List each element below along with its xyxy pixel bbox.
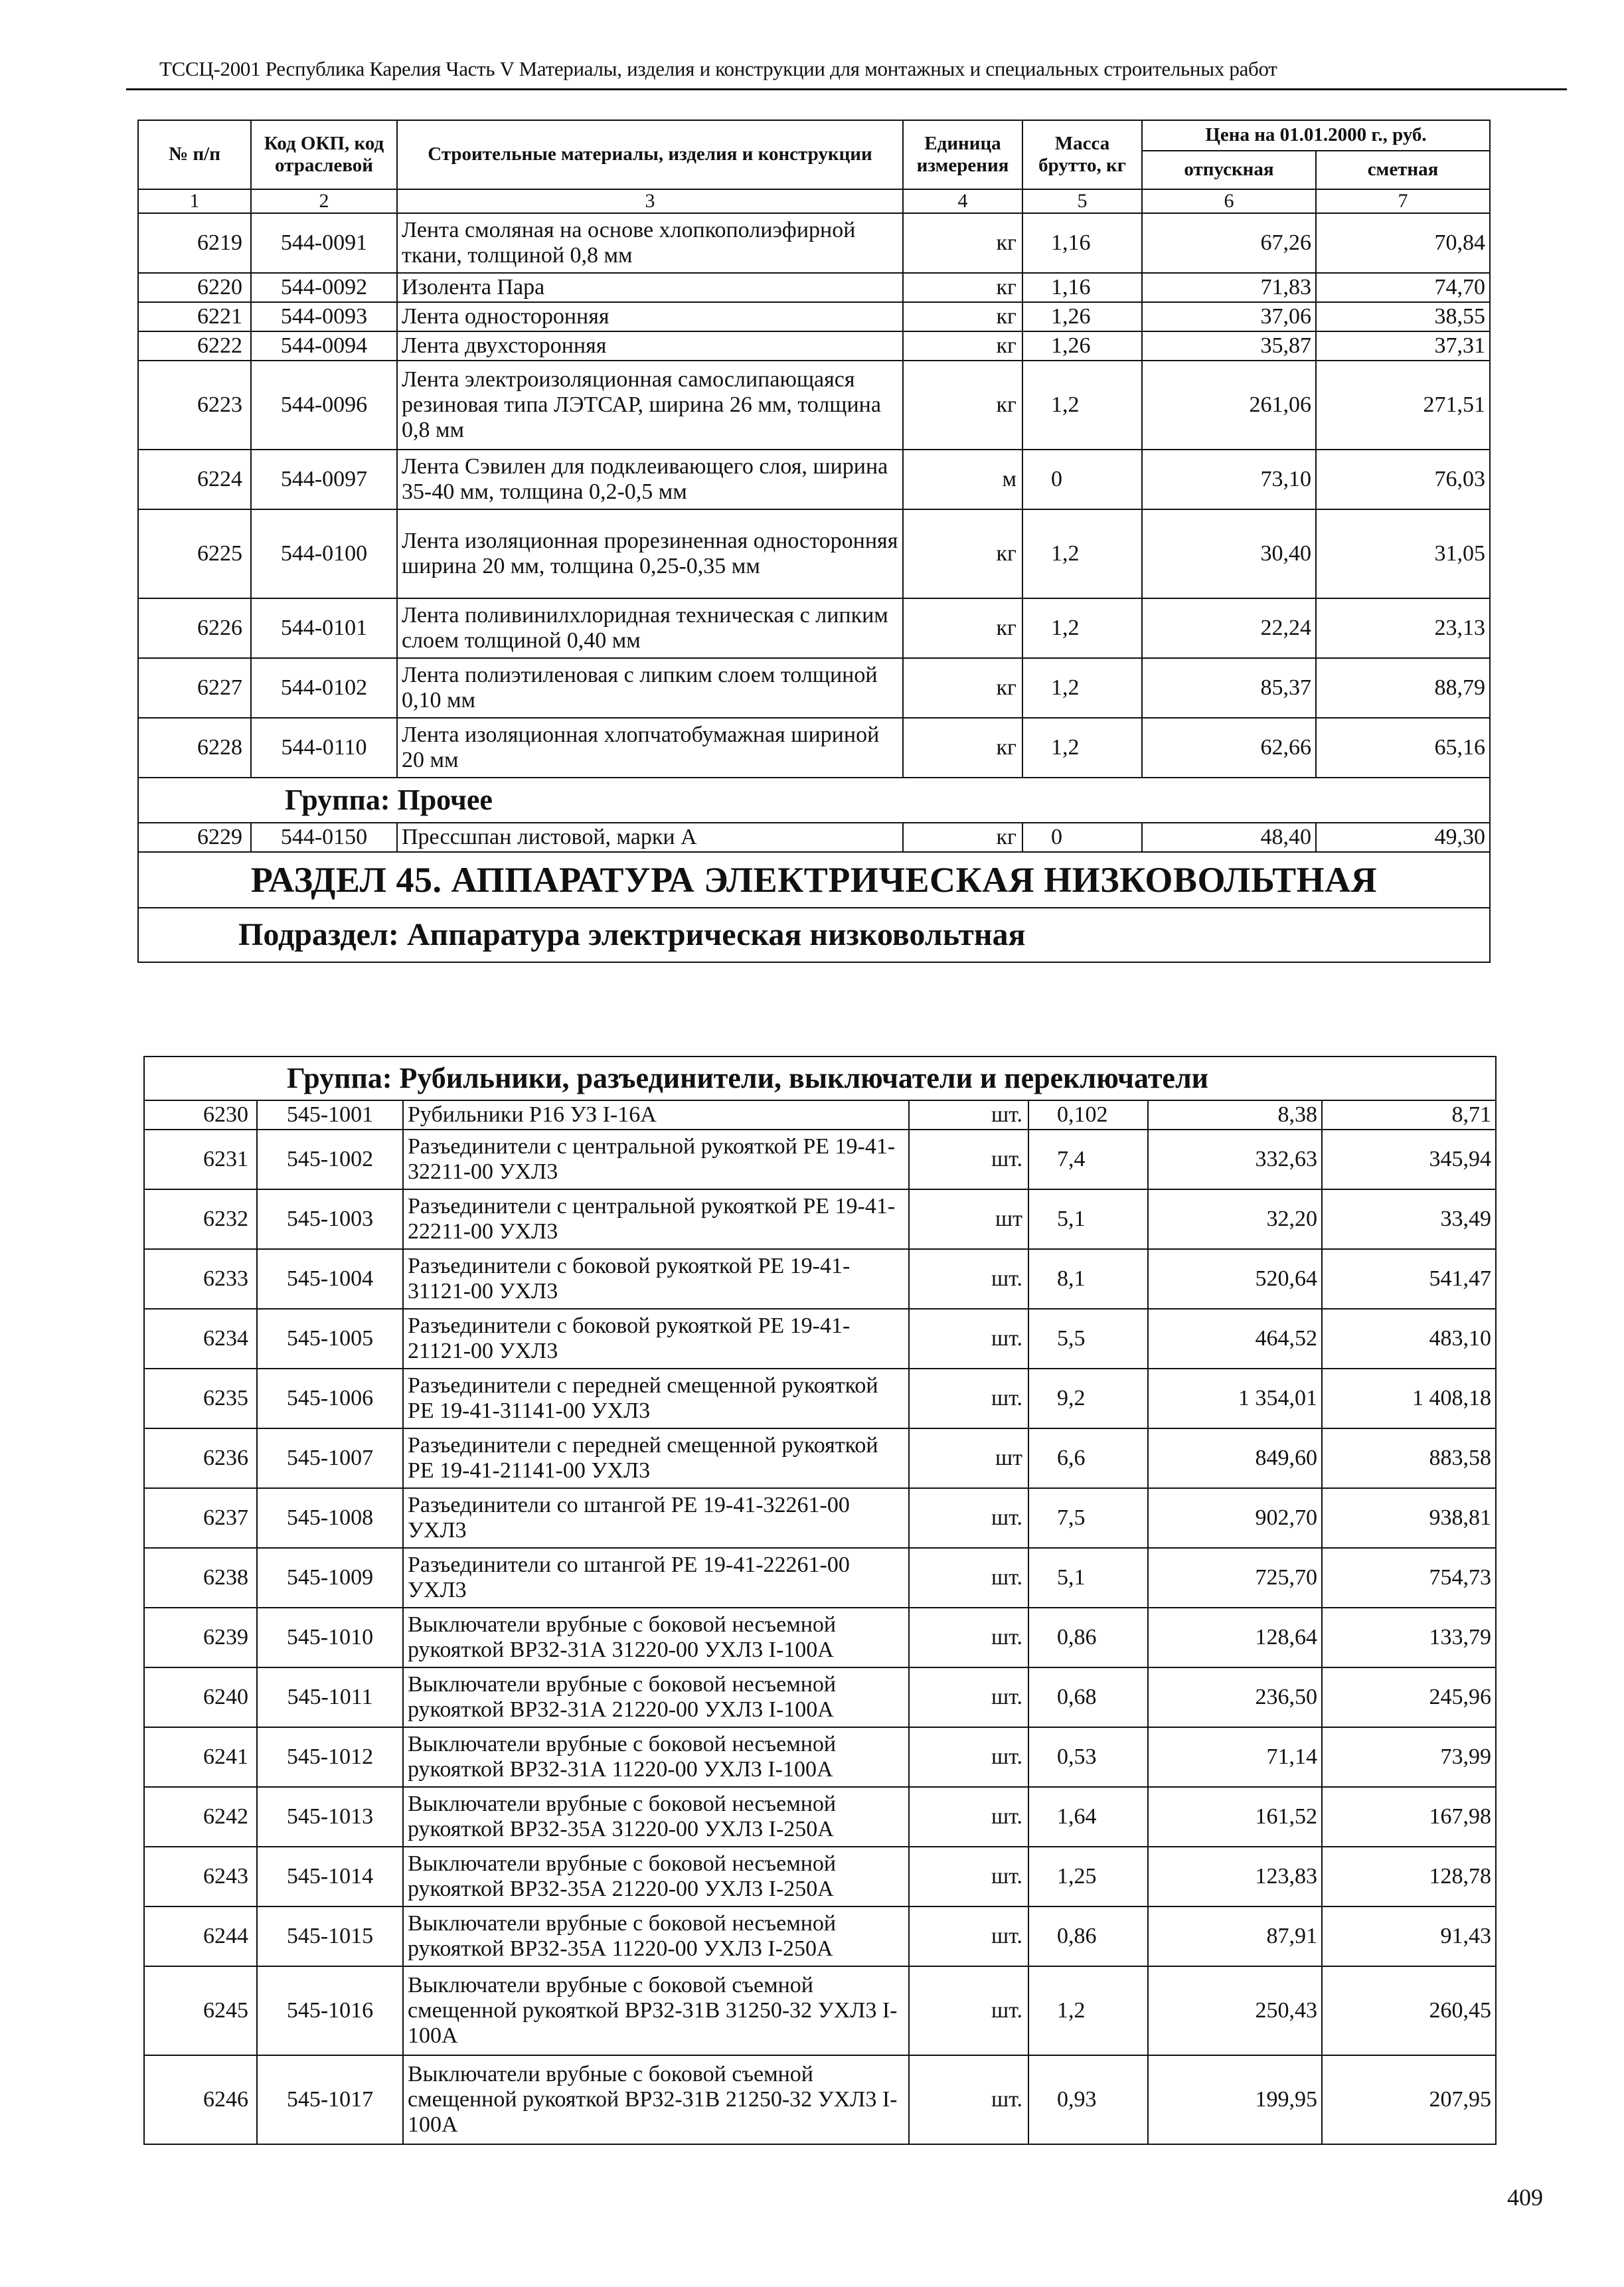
- row-mass: 0: [1022, 823, 1142, 852]
- subsection-heading-row: [138, 908, 1490, 962]
- row-unit: кг: [903, 823, 1022, 852]
- row-name: Разъединители с передней смещенной рукояткой РЕ 19-41-31141-00 УХЛ3: [403, 1369, 909, 1428]
- table-header: [138, 120, 1490, 213]
- row-mass: 0: [1022, 450, 1142, 509]
- row-price-estimate: 271,51: [1316, 361, 1490, 450]
- row-price-estimate: 8,71: [1322, 1100, 1496, 1130]
- row-price-release: 464,52: [1148, 1309, 1322, 1369]
- row-mass: 7,4: [1028, 1130, 1148, 1189]
- table-row: [144, 1608, 1496, 1667]
- row-price-release: 62,66: [1142, 718, 1316, 778]
- table-row: [144, 1906, 1496, 1966]
- column-number-row: [138, 189, 1490, 213]
- row-number: 6235: [144, 1369, 257, 1428]
- row-number: 6226: [138, 598, 251, 658]
- row-code: 544-0094: [251, 331, 397, 361]
- row-number: 6228: [138, 718, 251, 778]
- row-name: Выключатели врубные с боковой несъемной рукояткой ВР32-31А 31220-00 УХЛ3 I-100А: [403, 1608, 909, 1667]
- row-mass: 0,86: [1028, 1906, 1148, 1966]
- row-price-release: 128,64: [1148, 1608, 1322, 1667]
- row-price-estimate: 76,03: [1316, 450, 1490, 509]
- row-name: Лента односторонняя: [397, 302, 903, 331]
- table-row: [144, 1966, 1496, 2055]
- row-name: Лента поливинилхлоридная техническая с липким слоем толщиной 0,40 мм: [397, 598, 903, 658]
- row-name: Разъединители с боковой рукояткой РЕ 19-41-21121-00 УХЛ3: [403, 1309, 909, 1369]
- row-code: 545-1017: [257, 2055, 403, 2144]
- row-mass: 5,1: [1028, 1548, 1148, 1608]
- row-code: 545-1015: [257, 1906, 403, 1966]
- price-table-lower: [143, 1056, 1497, 2145]
- row-mass: 5,1: [1028, 1189, 1148, 1249]
- row-price-estimate: 207,95: [1322, 2055, 1496, 2144]
- column-number: 2: [251, 189, 397, 213]
- table-row: [144, 1548, 1496, 1608]
- row-price-estimate: 23,13: [1316, 598, 1490, 658]
- row-price-estimate: 128,78: [1322, 1847, 1496, 1906]
- page-header-title: ТССЦ-2001 Республика Карелия Часть V Материалы, изделия и конструкции для монтажных и специальных строительных работ: [159, 57, 1277, 80]
- row-price-estimate: 245,96: [1322, 1667, 1496, 1727]
- row-code: 544-0097: [251, 450, 397, 509]
- row-mass: 1,2: [1022, 509, 1142, 598]
- row-name: Изолента Пара: [397, 273, 903, 302]
- column-header-price: Цена на 01.01.2000 г., руб.: [1142, 120, 1490, 151]
- row-mass: 0,86: [1028, 1608, 1148, 1667]
- row-number: 6221: [138, 302, 251, 331]
- row-name: Разъединители с передней смещенной рукояткой РЕ 19-41-21141-00 УХЛ3: [403, 1428, 909, 1488]
- row-mass: 0,68: [1028, 1667, 1148, 1727]
- row-unit: шт: [909, 1428, 1028, 1488]
- row-code: 545-1004: [257, 1249, 403, 1309]
- row-price-release: 85,37: [1142, 658, 1316, 718]
- row-unit: шт.: [909, 1727, 1028, 1787]
- table-row: [138, 331, 1490, 361]
- row-unit: шт.: [909, 1608, 1028, 1667]
- row-name: Лента двухсторонняя: [397, 331, 903, 361]
- header-rule: [126, 88, 1567, 90]
- row-mass: 1,2: [1022, 658, 1142, 718]
- row-price-release: 32,20: [1148, 1189, 1322, 1249]
- group-heading-other: Группа: Прочее: [138, 778, 1490, 823]
- row-price-estimate: 483,10: [1322, 1309, 1496, 1369]
- row-price-estimate: 37,31: [1316, 331, 1490, 361]
- row-unit: кг: [903, 658, 1022, 718]
- row-number: 6233: [144, 1249, 257, 1309]
- row-name: Разъединители с боковой рукояткой РЕ 19-41-31121-00 УХЛ3: [403, 1249, 909, 1309]
- row-price-release: 35,87: [1142, 331, 1316, 361]
- row-unit: кг: [903, 361, 1022, 450]
- table-row: [144, 1787, 1496, 1847]
- row-price-release: 67,26: [1142, 213, 1316, 273]
- row-price-release: 37,06: [1142, 302, 1316, 331]
- row-code: 545-1013: [257, 1787, 403, 1847]
- row-unit: кг: [903, 213, 1022, 273]
- page-number: 409: [1507, 2184, 1543, 2211]
- row-name: Выключатели врубные с боковой несъемной рукояткой ВР32-35А 21220-00 УХЛ3 I-250А: [403, 1847, 909, 1906]
- table-row: [144, 1369, 1496, 1428]
- table-row: [138, 273, 1490, 302]
- row-unit: кг: [903, 509, 1022, 598]
- row-mass: 1,26: [1022, 331, 1142, 361]
- row-price-release: 71,83: [1142, 273, 1316, 302]
- row-unit: кг: [903, 302, 1022, 331]
- column-header-price-estimate: сметная: [1316, 151, 1490, 189]
- row-price-release: 849,60: [1148, 1428, 1322, 1488]
- row-number: 6237: [144, 1488, 257, 1548]
- row-number: 6227: [138, 658, 251, 718]
- row-price-estimate: 133,79: [1322, 1608, 1496, 1667]
- table-row: [138, 213, 1490, 273]
- table-row: [138, 361, 1490, 450]
- table-row: [144, 1189, 1496, 1249]
- row-unit: шт.: [909, 1488, 1028, 1548]
- table-row: [144, 1428, 1496, 1488]
- row-unit: кг: [903, 331, 1022, 361]
- row-number: 6222: [138, 331, 251, 361]
- row-price-release: 1 354,01: [1148, 1369, 1322, 1428]
- column-header-okp: Код ОКП, код отраслевой: [251, 120, 397, 189]
- row-number: 6242: [144, 1787, 257, 1847]
- row-price-release: 73,10: [1142, 450, 1316, 509]
- row-price-release: 87,91: [1148, 1906, 1322, 1966]
- row-unit: шт.: [909, 1966, 1028, 2055]
- section-heading: РАЗДЕЛ 45. АППАРАТУРА ЭЛЕКТРИЧЕСКАЯ НИЗКОВОЛЬТНАЯ: [138, 852, 1490, 908]
- row-unit: шт.: [909, 1249, 1028, 1309]
- row-name: Выключатели врубные с боковой несъемной рукояткой ВР32-35А 11220-00 УХЛ3 I-250А: [403, 1906, 909, 1966]
- row-unit: шт.: [909, 1847, 1028, 1906]
- row-price-estimate: 70,84: [1316, 213, 1490, 273]
- row-price-release: 8,38: [1148, 1100, 1322, 1130]
- row-price-estimate: 541,47: [1322, 1249, 1496, 1309]
- table-row: [144, 1727, 1496, 1787]
- row-mass: 1,2: [1022, 718, 1142, 778]
- row-mass: 0,93: [1028, 2055, 1148, 2144]
- row-mass: 1,64: [1028, 1787, 1148, 1847]
- row-mass: 0,102: [1028, 1100, 1148, 1130]
- row-mass: 1,2: [1022, 361, 1142, 450]
- row-code: 544-0091: [251, 213, 397, 273]
- row-number: 6232: [144, 1189, 257, 1249]
- row-price-estimate: 1 408,18: [1322, 1369, 1496, 1428]
- section-heading-row: [138, 852, 1490, 908]
- column-header-unit: Единица измерения: [903, 120, 1022, 189]
- table-row: [144, 1249, 1496, 1309]
- column-header-mass: Масса брутто, кг: [1022, 120, 1142, 189]
- row-code: 544-0093: [251, 302, 397, 331]
- row-price-estimate: 49,30: [1316, 823, 1490, 852]
- table-row: [144, 1130, 1496, 1189]
- row-price-release: 261,06: [1142, 361, 1316, 450]
- row-code: 545-1011: [257, 1667, 403, 1727]
- row-code: 544-0101: [251, 598, 397, 658]
- row-unit: кг: [903, 718, 1022, 778]
- row-mass: 9,2: [1028, 1369, 1148, 1428]
- row-number: 6224: [138, 450, 251, 509]
- row-number: 6220: [138, 273, 251, 302]
- row-name: Выключатели врубные с боковой несъемной рукояткой ВР32-35А 31220-00 УХЛ3 I-250А: [403, 1787, 909, 1847]
- subsection-heading: Подраздел: Аппаратура электрическая низковольтная: [138, 908, 1490, 962]
- row-name: Лента изоляционная хлопчатобумажная шириной 20 мм: [397, 718, 903, 778]
- row-unit: шт.: [909, 1787, 1028, 1847]
- row-mass: 7,5: [1028, 1488, 1148, 1548]
- group-heading-switches: Группа: Рубильники, разъединители, выключатели и переключатели: [144, 1057, 1496, 1100]
- row-code: 545-1007: [257, 1428, 403, 1488]
- row-name: Выключатели врубные с боковой несъемной рукояткой ВР32-31А 11220-00 УХЛ3 I-100А: [403, 1727, 909, 1787]
- column-header-price-release: отпускная: [1142, 151, 1316, 189]
- row-price-estimate: 260,45: [1322, 1966, 1496, 2055]
- row-name: Выключатели врубные с боковой съемной смещенной рукояткой ВР32-31В 21250-32 УХЛ3 I-100А: [403, 2055, 909, 2144]
- row-number: 6225: [138, 509, 251, 598]
- row-unit: кг: [903, 598, 1022, 658]
- row-name: Разъединители со штангой РЕ 19-41-32261-00 УХЛ3: [403, 1488, 909, 1548]
- row-name: Лента электроизоляционная самослипающаяся резиновая типа ЛЭТСАР, ширина 26 мм, толщина 0,8 мм: [397, 361, 903, 450]
- row-number: 6245: [144, 1966, 257, 2055]
- row-mass: 1,16: [1022, 273, 1142, 302]
- row-code: 544-0110: [251, 718, 397, 778]
- row-mass: 1,26: [1022, 302, 1142, 331]
- column-number: 3: [397, 189, 903, 213]
- row-mass: 1,2: [1028, 1966, 1148, 2055]
- row-price-estimate: 33,49: [1322, 1189, 1496, 1249]
- table-row: [144, 1488, 1496, 1548]
- table-row: [138, 718, 1490, 778]
- table-row: [144, 1667, 1496, 1727]
- row-price-estimate: 73,99: [1322, 1727, 1496, 1787]
- row-unit: шт.: [909, 1906, 1028, 1966]
- row-number: 6231: [144, 1130, 257, 1189]
- row-name: Лента Сэвилен для подклеивающего слоя, ширина 35-40 мм, толщина 0,2-0,5 мм: [397, 450, 903, 509]
- row-code: 545-1002: [257, 1130, 403, 1189]
- row-mass: 1,25: [1028, 1847, 1148, 1906]
- column-number: 4: [903, 189, 1022, 213]
- row-unit: м: [903, 450, 1022, 509]
- row-code: 545-1014: [257, 1847, 403, 1906]
- row-unit: шт.: [909, 1100, 1028, 1130]
- row-code: 545-1001: [257, 1100, 403, 1130]
- row-unit: шт.: [909, 1667, 1028, 1727]
- row-number: 6223: [138, 361, 251, 450]
- row-code: 545-1003: [257, 1189, 403, 1249]
- row-price-release: 902,70: [1148, 1488, 1322, 1548]
- row-price-estimate: 88,79: [1316, 658, 1490, 718]
- row-code: 544-0100: [251, 509, 397, 598]
- row-mass: 5,5: [1028, 1309, 1148, 1369]
- row-code: 545-1005: [257, 1309, 403, 1369]
- row-name: Прессшпан листовой, марки А: [397, 823, 903, 852]
- column-header-num: № п/п: [138, 120, 251, 189]
- row-number: 6239: [144, 1608, 257, 1667]
- table-row: [138, 509, 1490, 598]
- column-number: 5: [1022, 189, 1142, 213]
- row-number: 6234: [144, 1309, 257, 1369]
- row-number: 6236: [144, 1428, 257, 1488]
- row-code: 545-1008: [257, 1488, 403, 1548]
- row-number: 6229: [138, 823, 251, 852]
- price-table-upper: [137, 120, 1491, 963]
- row-name: Лента полиэтиленовая с липким слоем толщиной 0,10 мм: [397, 658, 903, 718]
- row-unit: шт.: [909, 1130, 1028, 1189]
- group-heading-row: [138, 778, 1490, 823]
- group-heading-row: [144, 1057, 1496, 1100]
- row-price-release: 123,83: [1148, 1847, 1322, 1906]
- table-row: [144, 1100, 1496, 1130]
- row-name: Разъединители с центральной рукояткой РЕ 19-41-32211-00 УХЛ3: [403, 1130, 909, 1189]
- row-number: 6238: [144, 1548, 257, 1608]
- table-row: [138, 658, 1490, 718]
- table-row: [144, 2055, 1496, 2144]
- row-price-release: 332,63: [1148, 1130, 1322, 1189]
- row-mass: 6,6: [1028, 1428, 1148, 1488]
- column-number: 6: [1142, 189, 1316, 213]
- row-price-release: 236,50: [1148, 1667, 1322, 1727]
- row-number: 6246: [144, 2055, 257, 2144]
- row-mass: 1,16: [1022, 213, 1142, 273]
- row-name: Выключатели врубные с боковой несъемной рукояткой ВР32-31А 21220-00 УХЛ3 I-100А: [403, 1667, 909, 1727]
- row-unit: шт.: [909, 1369, 1028, 1428]
- row-number: 6243: [144, 1847, 257, 1906]
- row-price-estimate: 167,98: [1322, 1787, 1496, 1847]
- row-unit: шт: [909, 1189, 1028, 1249]
- table-row: [144, 1847, 1496, 1906]
- row-mass: 0,53: [1028, 1727, 1148, 1787]
- row-price-release: 22,24: [1142, 598, 1316, 658]
- table-row: [144, 1309, 1496, 1369]
- row-name: Лента смоляная на основе хлопкополиэфирной ткани, толщиной 0,8 мм: [397, 213, 903, 273]
- row-name: Рубильники Р16 УЗ I-16А: [403, 1100, 909, 1130]
- row-number: 6240: [144, 1667, 257, 1727]
- row-number: 6244: [144, 1906, 257, 1966]
- row-name: Разъединители со штангой РЕ 19-41-22261-00 УХЛ3: [403, 1548, 909, 1608]
- row-price-estimate: 74,70: [1316, 273, 1490, 302]
- table-row: [138, 598, 1490, 658]
- row-price-estimate: 754,73: [1322, 1548, 1496, 1608]
- row-price-release: 725,70: [1148, 1548, 1322, 1608]
- row-number: 6230: [144, 1100, 257, 1130]
- row-code: 544-0092: [251, 273, 397, 302]
- row-price-release: 30,40: [1142, 509, 1316, 598]
- column-header-name: Строительные материалы, изделия и конструкции: [397, 120, 903, 189]
- row-price-estimate: 38,55: [1316, 302, 1490, 331]
- row-unit: кг: [903, 273, 1022, 302]
- column-number: 7: [1316, 189, 1490, 213]
- row-price-estimate: 345,94: [1322, 1130, 1496, 1189]
- table-row: [138, 450, 1490, 509]
- row-price-estimate: 31,05: [1316, 509, 1490, 598]
- row-code: 545-1006: [257, 1369, 403, 1428]
- row-code: 544-0150: [251, 823, 397, 852]
- row-price-estimate: 938,81: [1322, 1488, 1496, 1548]
- row-price-estimate: 91,43: [1322, 1906, 1496, 1966]
- row-price-estimate: 883,58: [1322, 1428, 1496, 1488]
- row-code: 544-0102: [251, 658, 397, 718]
- row-price-release: 199,95: [1148, 2055, 1322, 2144]
- row-number: 6241: [144, 1727, 257, 1787]
- row-mass: 1,2: [1022, 598, 1142, 658]
- row-number: 6219: [138, 213, 251, 273]
- row-price-estimate: 65,16: [1316, 718, 1490, 778]
- row-mass: 8,1: [1028, 1249, 1148, 1309]
- row-unit: шт.: [909, 2055, 1028, 2144]
- row-name: Выключатели врубные с боковой съемной смещенной рукояткой ВР32-31В 31250-32 УХЛ3 I-100А: [403, 1966, 909, 2055]
- table-row: [138, 823, 1490, 852]
- row-price-release: 48,40: [1142, 823, 1316, 852]
- row-unit: шт.: [909, 1548, 1028, 1608]
- row-unit: шт.: [909, 1309, 1028, 1369]
- row-name: Лента изоляционная прорезиненная односторонняя ширина 20 мм, толщина 0,25-0,35 мм: [397, 509, 903, 598]
- row-code: 545-1009: [257, 1548, 403, 1608]
- row-code: 545-1016: [257, 1966, 403, 2055]
- row-price-release: 161,52: [1148, 1787, 1322, 1847]
- row-price-release: 250,43: [1148, 1966, 1322, 2055]
- column-number: 1: [138, 189, 251, 213]
- table-row: [138, 302, 1490, 331]
- row-code: 545-1010: [257, 1608, 403, 1667]
- row-code: 544-0096: [251, 361, 397, 450]
- row-price-release: 71,14: [1148, 1727, 1322, 1787]
- row-name: Разъединители с центральной рукояткой РЕ 19-41-22211-00 УХЛ3: [403, 1189, 909, 1249]
- row-price-release: 520,64: [1148, 1249, 1322, 1309]
- row-code: 545-1012: [257, 1727, 403, 1787]
